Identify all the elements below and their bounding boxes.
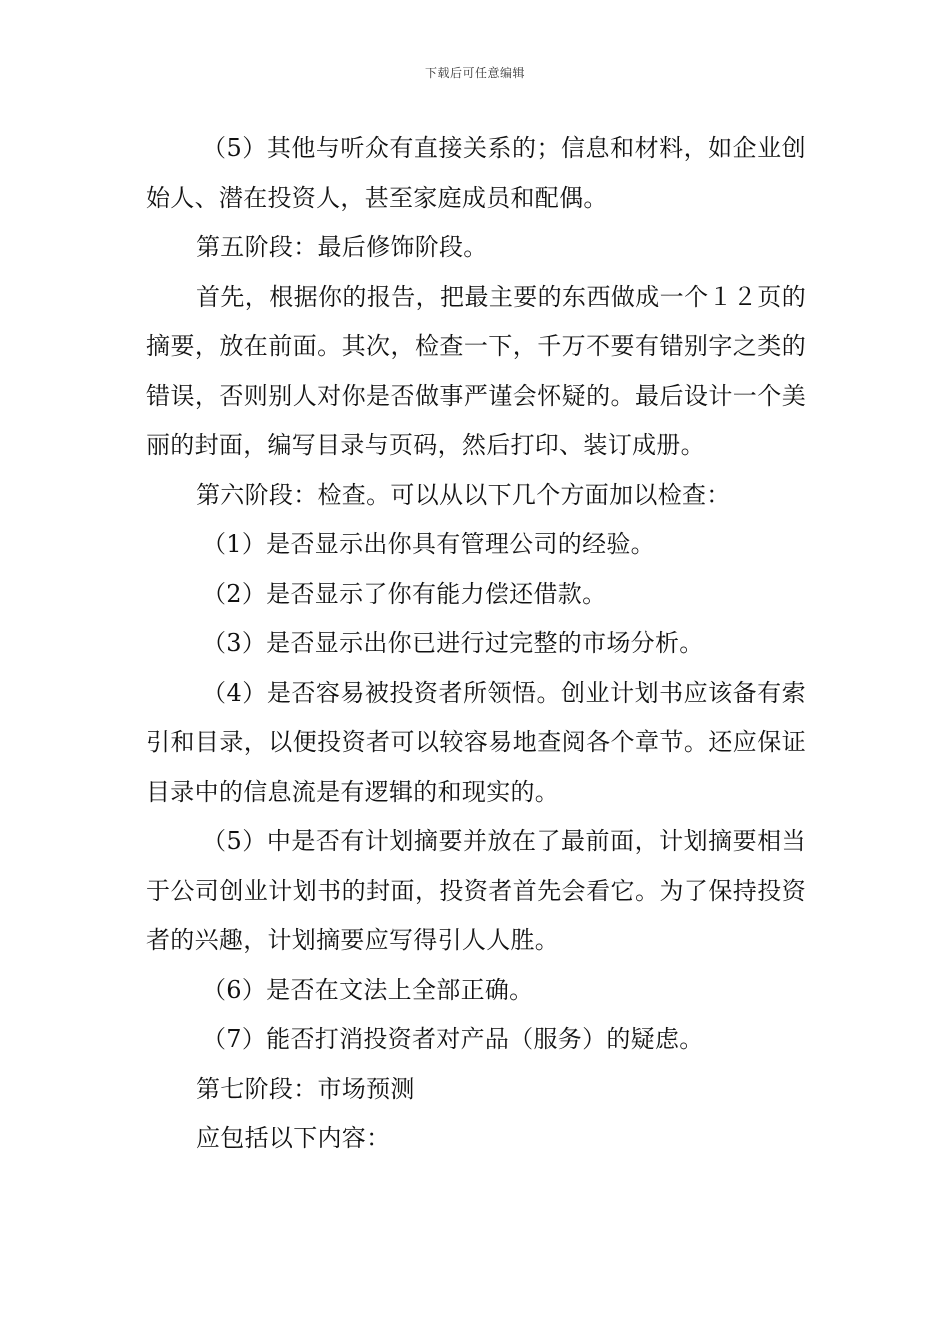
paragraph-item-5-stakeholders: （5）其他与听众有直接关系的；信息和材料，如企业创始人、潜在投资人，甚至家庭成员和配偶。 bbox=[146, 134, 806, 212]
check-item-1: （1）是否显示出你具有管理公司的经验。 bbox=[202, 530, 655, 558]
document-body bbox=[146, 124, 806, 1164]
check-item-7: （7）能否打消投资者对产品（服务）的疑虑。 bbox=[202, 1025, 704, 1053]
page-header: 下载后可任意编辑 bbox=[424, 66, 525, 80]
stage-five-heading: 第五阶段：最后修饰阶段。 bbox=[196, 233, 488, 261]
paragraph-summary-instructions: 首先，根据你的报告，把最主要的东西做成一个１２页的摘要，放在前面。其次，检查一下，千万不要有错别字之类的错误，否则别人对你是否做事严谨会怀疑的。最后设计一个美丽的封面，编写目录与页码，然后打印、装订成册。 bbox=[146, 282, 806, 459]
paragraph-includes: 应包括以下内容： bbox=[196, 1124, 391, 1152]
stage-seven-heading: 第七阶段：市场预测 bbox=[196, 1074, 415, 1103]
check-item-2: （2）是否显示了你有能力偿还借款。 bbox=[202, 579, 607, 608]
stage-six-heading: 第六阶段：检查。可以从以下几个方面加以检查： bbox=[196, 480, 731, 509]
check-item-5: （5）中是否有计划摘要并放在了最前面，计划摘要相当于公司创业计划书的封面，投资者首先会看它。为了保持投资者的兴趣，计划摘要应写得引人人胜。 bbox=[146, 827, 806, 954]
check-item-3: （3）是否显示出你已进行过完整的市场分析。 bbox=[202, 629, 704, 657]
check-item-6: （6）是否在文法上全部正确。 bbox=[202, 975, 534, 1004]
check-item-4: （4）是否容易被投资者所领悟。创业计划书应该备有索引和目录，以便投资者可以较容易地查阅各个章节。还应保证目录中的信息流是有逻辑的和现实的。 bbox=[146, 678, 806, 806]
